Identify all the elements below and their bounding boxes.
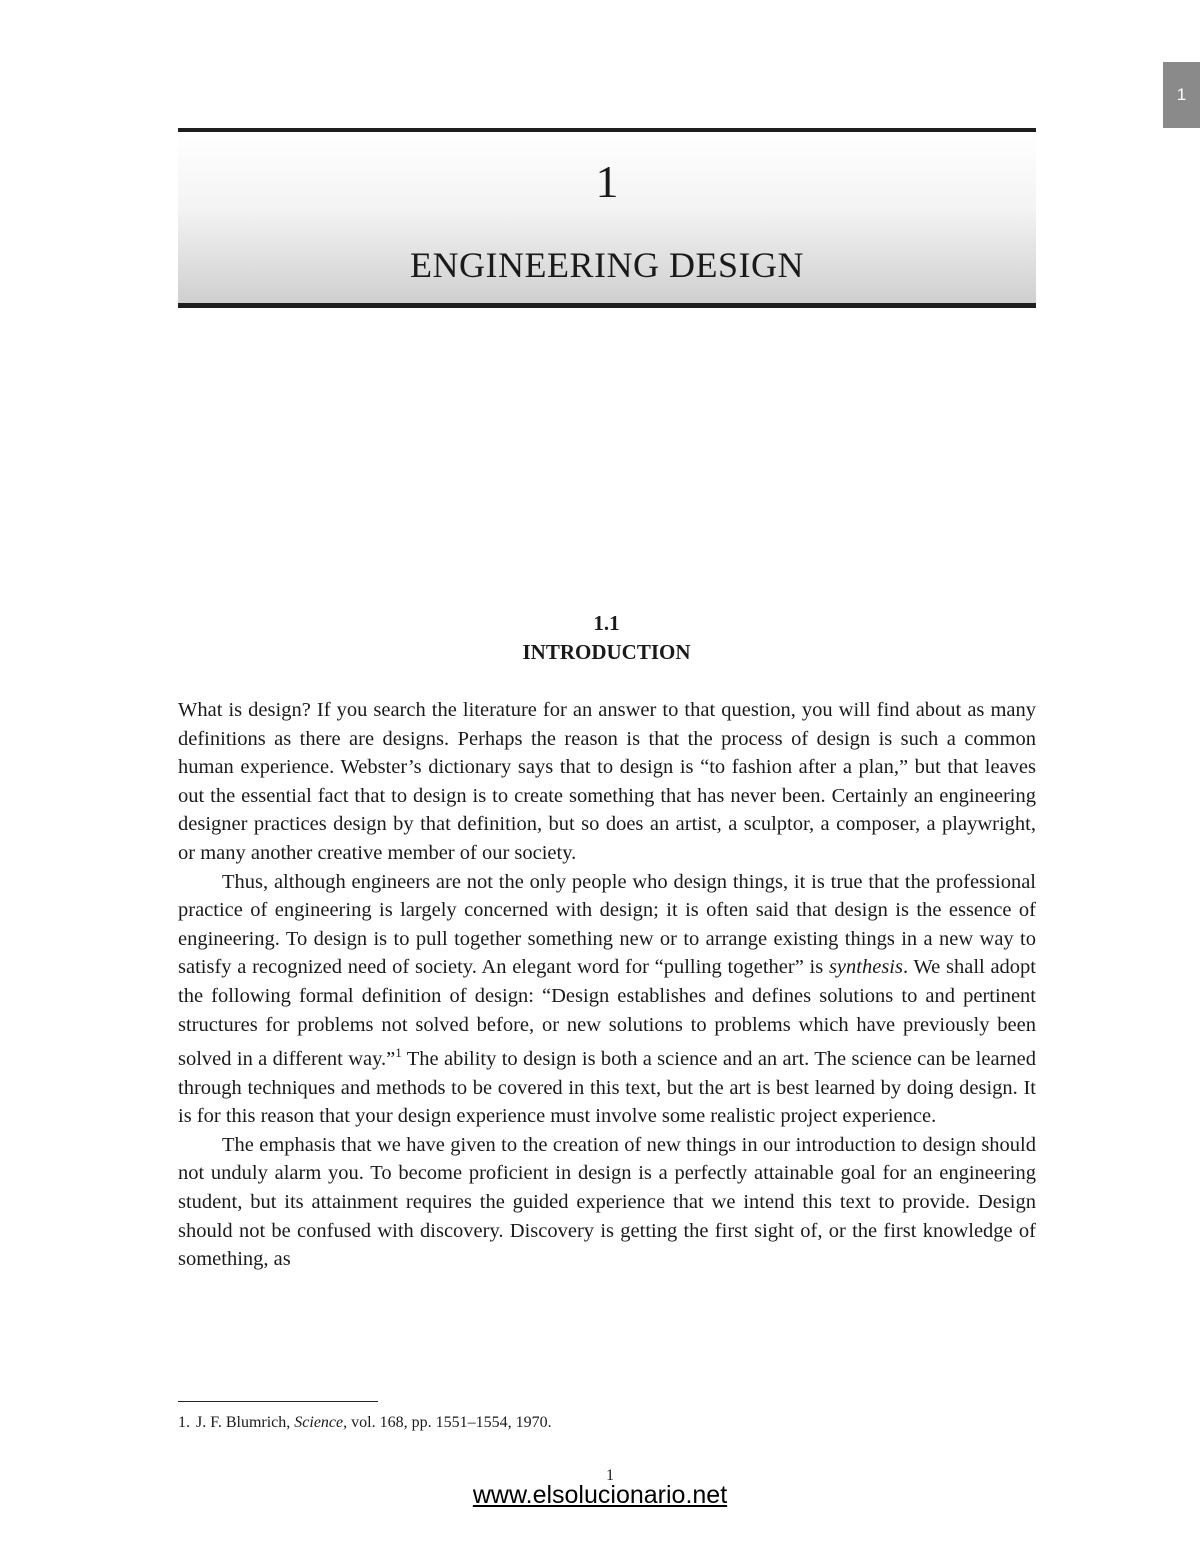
chapter-title: ENGINEERING DESIGN: [410, 245, 804, 285]
body-text: [178, 696, 1036, 1274]
page-number: 1: [606, 1467, 614, 1484]
footnote-number: 1.: [178, 1414, 190, 1431]
footnote-reference[interactable]: 1: [395, 1045, 402, 1061]
footnote-journal: Science: [294, 1414, 344, 1431]
footnote: [178, 1412, 1036, 1434]
section-title: INTRODUCTION: [522, 640, 691, 664]
footnote-rule: [178, 1401, 378, 1402]
paragraph-2-text-b: . We shall adopt the following formal definition of design: “Design establishes and defines solutions to and pertinent structures for problems not solved before, or new solutions to problems which have previously been solved in a different way.”: [178, 956, 1036, 1070]
chapter-banner: [178, 128, 1036, 308]
page-tab: 1: [1163, 62, 1200, 128]
paragraph-3: The emphasis that we have given to the creation of new things in our introduction to design should not unduly alarm you. To become proficient in design is a perfectly attainable goal for an engineering student, but its attainment requires the guided experience that we intend this text to provide. Design should not be confused with discovery. Discovery is getting the first sight of, or the first knowledge of something, as: [178, 1133, 1036, 1271]
site-link[interactable]: www.elsolucionario.net: [472, 1481, 728, 1509]
section-number: 1.1: [593, 611, 620, 635]
footnote-details: , vol. 168, pp. 1551–1554, 1970.: [343, 1414, 552, 1431]
paragraph-1: What is design? If you search the literature for an answer to that question, you will find about as many definitions as there are designs. Perhaps the reason is that the process of design is such a common human experience. Webster’s dictionary says that to design is “to fashion after a plan,” but that leaves out the essential fact that to design is to create something that has never been. Certainly an engineering designer practices design by that definition, but so does an artist, a sculptor, a composer, a playwright, or many another creative member of our society.: [178, 699, 1036, 864]
paragraph-2-text-a: Thus, although engineers are not the only people who design things, it is true that the professional practice of engineering is largely concerned with design; it is often said that design is the essence of engineering. To design is to pull together something new or to arrange existing things in a new way to satisfy a recognized need of society. An elegant word for “pulling together” is: [178, 870, 1036, 979]
synthesis-term: synthesis: [828, 956, 903, 979]
footnote-author: J. F. Blumrich,: [196, 1414, 295, 1431]
paragraph-2: [178, 868, 1036, 1131]
chapter-number: 1: [595, 156, 619, 207]
paragraph-2-text-c: The ability to design is both a science and an art. The science can be learned through techniques and methods to be covered in this text, but the art is best learned by doing design. It is for this reason that your design experience must involve some realistic project experience.: [178, 1047, 1037, 1128]
